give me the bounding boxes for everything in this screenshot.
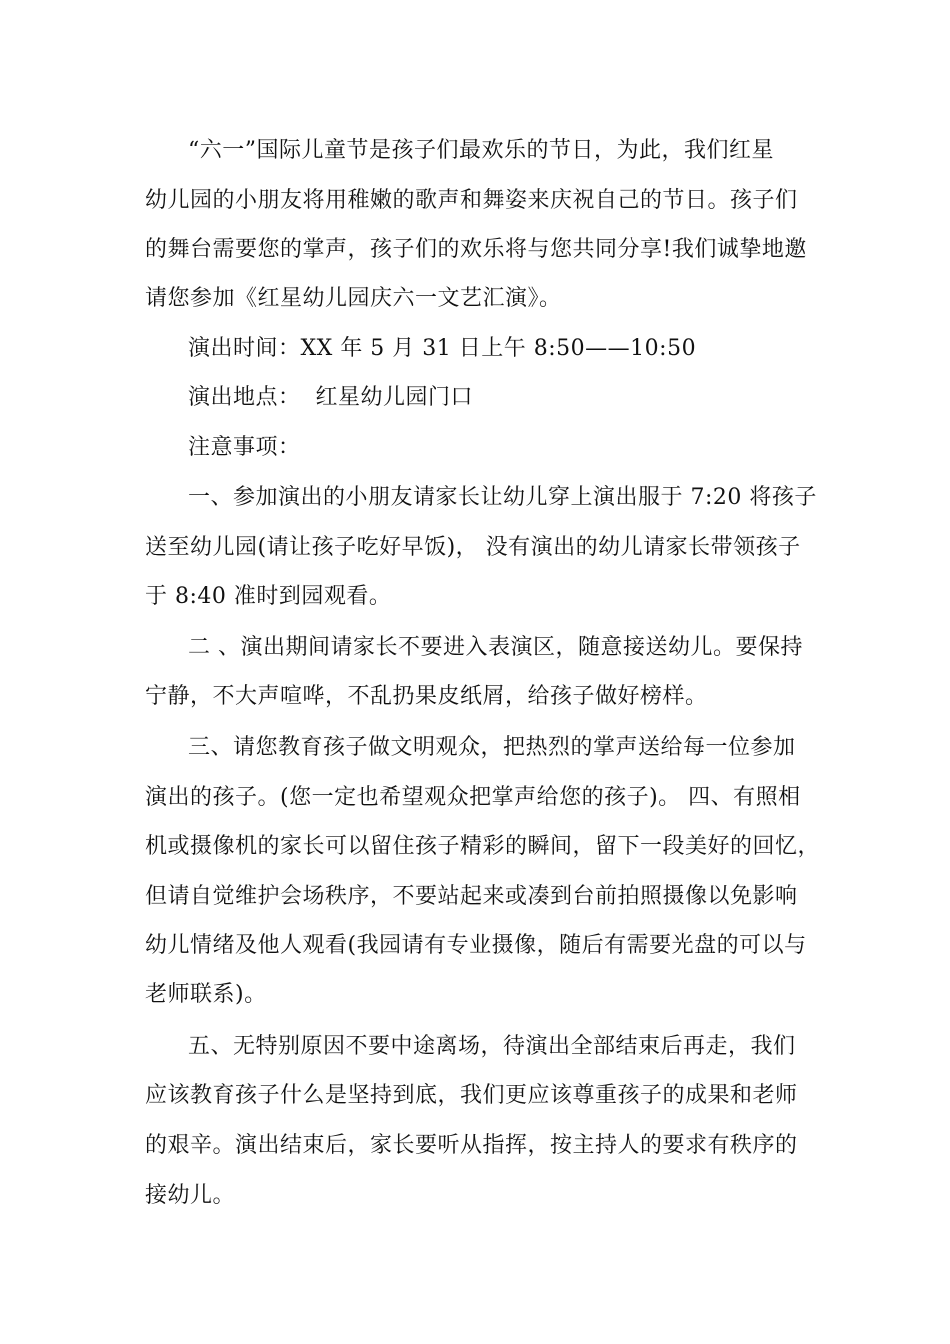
text-line: “六一”国际儿童节是孩子们最欢乐的节日，为此，我们红星	[188, 138, 774, 163]
text-line: 机或摄像机的家长可以留住孩子精彩的瞬间，留下一段美好的回忆，	[145, 834, 821, 859]
text-line: 幼儿情绪及他人观看(我园请有专业摄像，随后有需要光盘的可以与	[145, 933, 807, 958]
text-line: 宁静，不大声喧哗，不乱扔果皮纸屑，给孩子做好榜样。	[145, 684, 708, 709]
text-line: 但请自觉维护会场秩序，不要站起来或凑到台前拍照摄像以免影响	[145, 884, 798, 909]
text-line: 演出时间：XX 年 5 月 31 日上午 8:50——10:50	[188, 336, 697, 361]
text-line: 演出的孩子。(您一定也希望观众把掌声给您的孩子)。 四、有照相	[145, 785, 801, 810]
text-line: 三、请您教育孩子做文明观众，把热烈的掌声送给每一位参加	[188, 735, 796, 760]
text-line: 的艰辛。演出结束后，家长要听从指挥，按主持人的要求有秩序的	[145, 1133, 798, 1158]
text-line: 请您参加《红星幼儿园庆六一文艺汇演》。	[145, 286, 562, 311]
text-line: 应该教育孩子什么是坚持到底，我们更应该尊重孩子的成果和老师	[145, 1083, 798, 1108]
text-line: 的舞台需要您的掌声，孩子们的欢乐将与您共同分享!我们诚挚地邀	[145, 237, 807, 262]
text-line: 五、无特别原因不要中途离场，待演出全部结束后再走，我们	[188, 1034, 796, 1059]
text-line: 幼儿园的小朋友将用稚嫩的歌声和舞姿来庆祝自己的节日。孩子们	[145, 188, 798, 213]
text-line: 一、参加演出的小朋友请家长让幼儿穿上演出服于 7:20 将孩子	[188, 485, 817, 510]
text-line: 接幼儿。	[145, 1183, 236, 1208]
text-line: 二 、演出期间请家长不要进入表演区，随意接送幼儿。要保持	[188, 635, 803, 660]
text-line: 注意事项：	[188, 435, 301, 460]
text-line: 演出地点： 红星幼儿园门口	[188, 385, 473, 410]
text-line: 老师联系)。	[145, 982, 267, 1007]
text-line: 送至幼儿园(请让孩子吃好早饭)， 没有演出的幼儿请家长带领孩子	[145, 535, 801, 560]
text-line: 于 8:40 准时到园观看。	[145, 584, 392, 609]
